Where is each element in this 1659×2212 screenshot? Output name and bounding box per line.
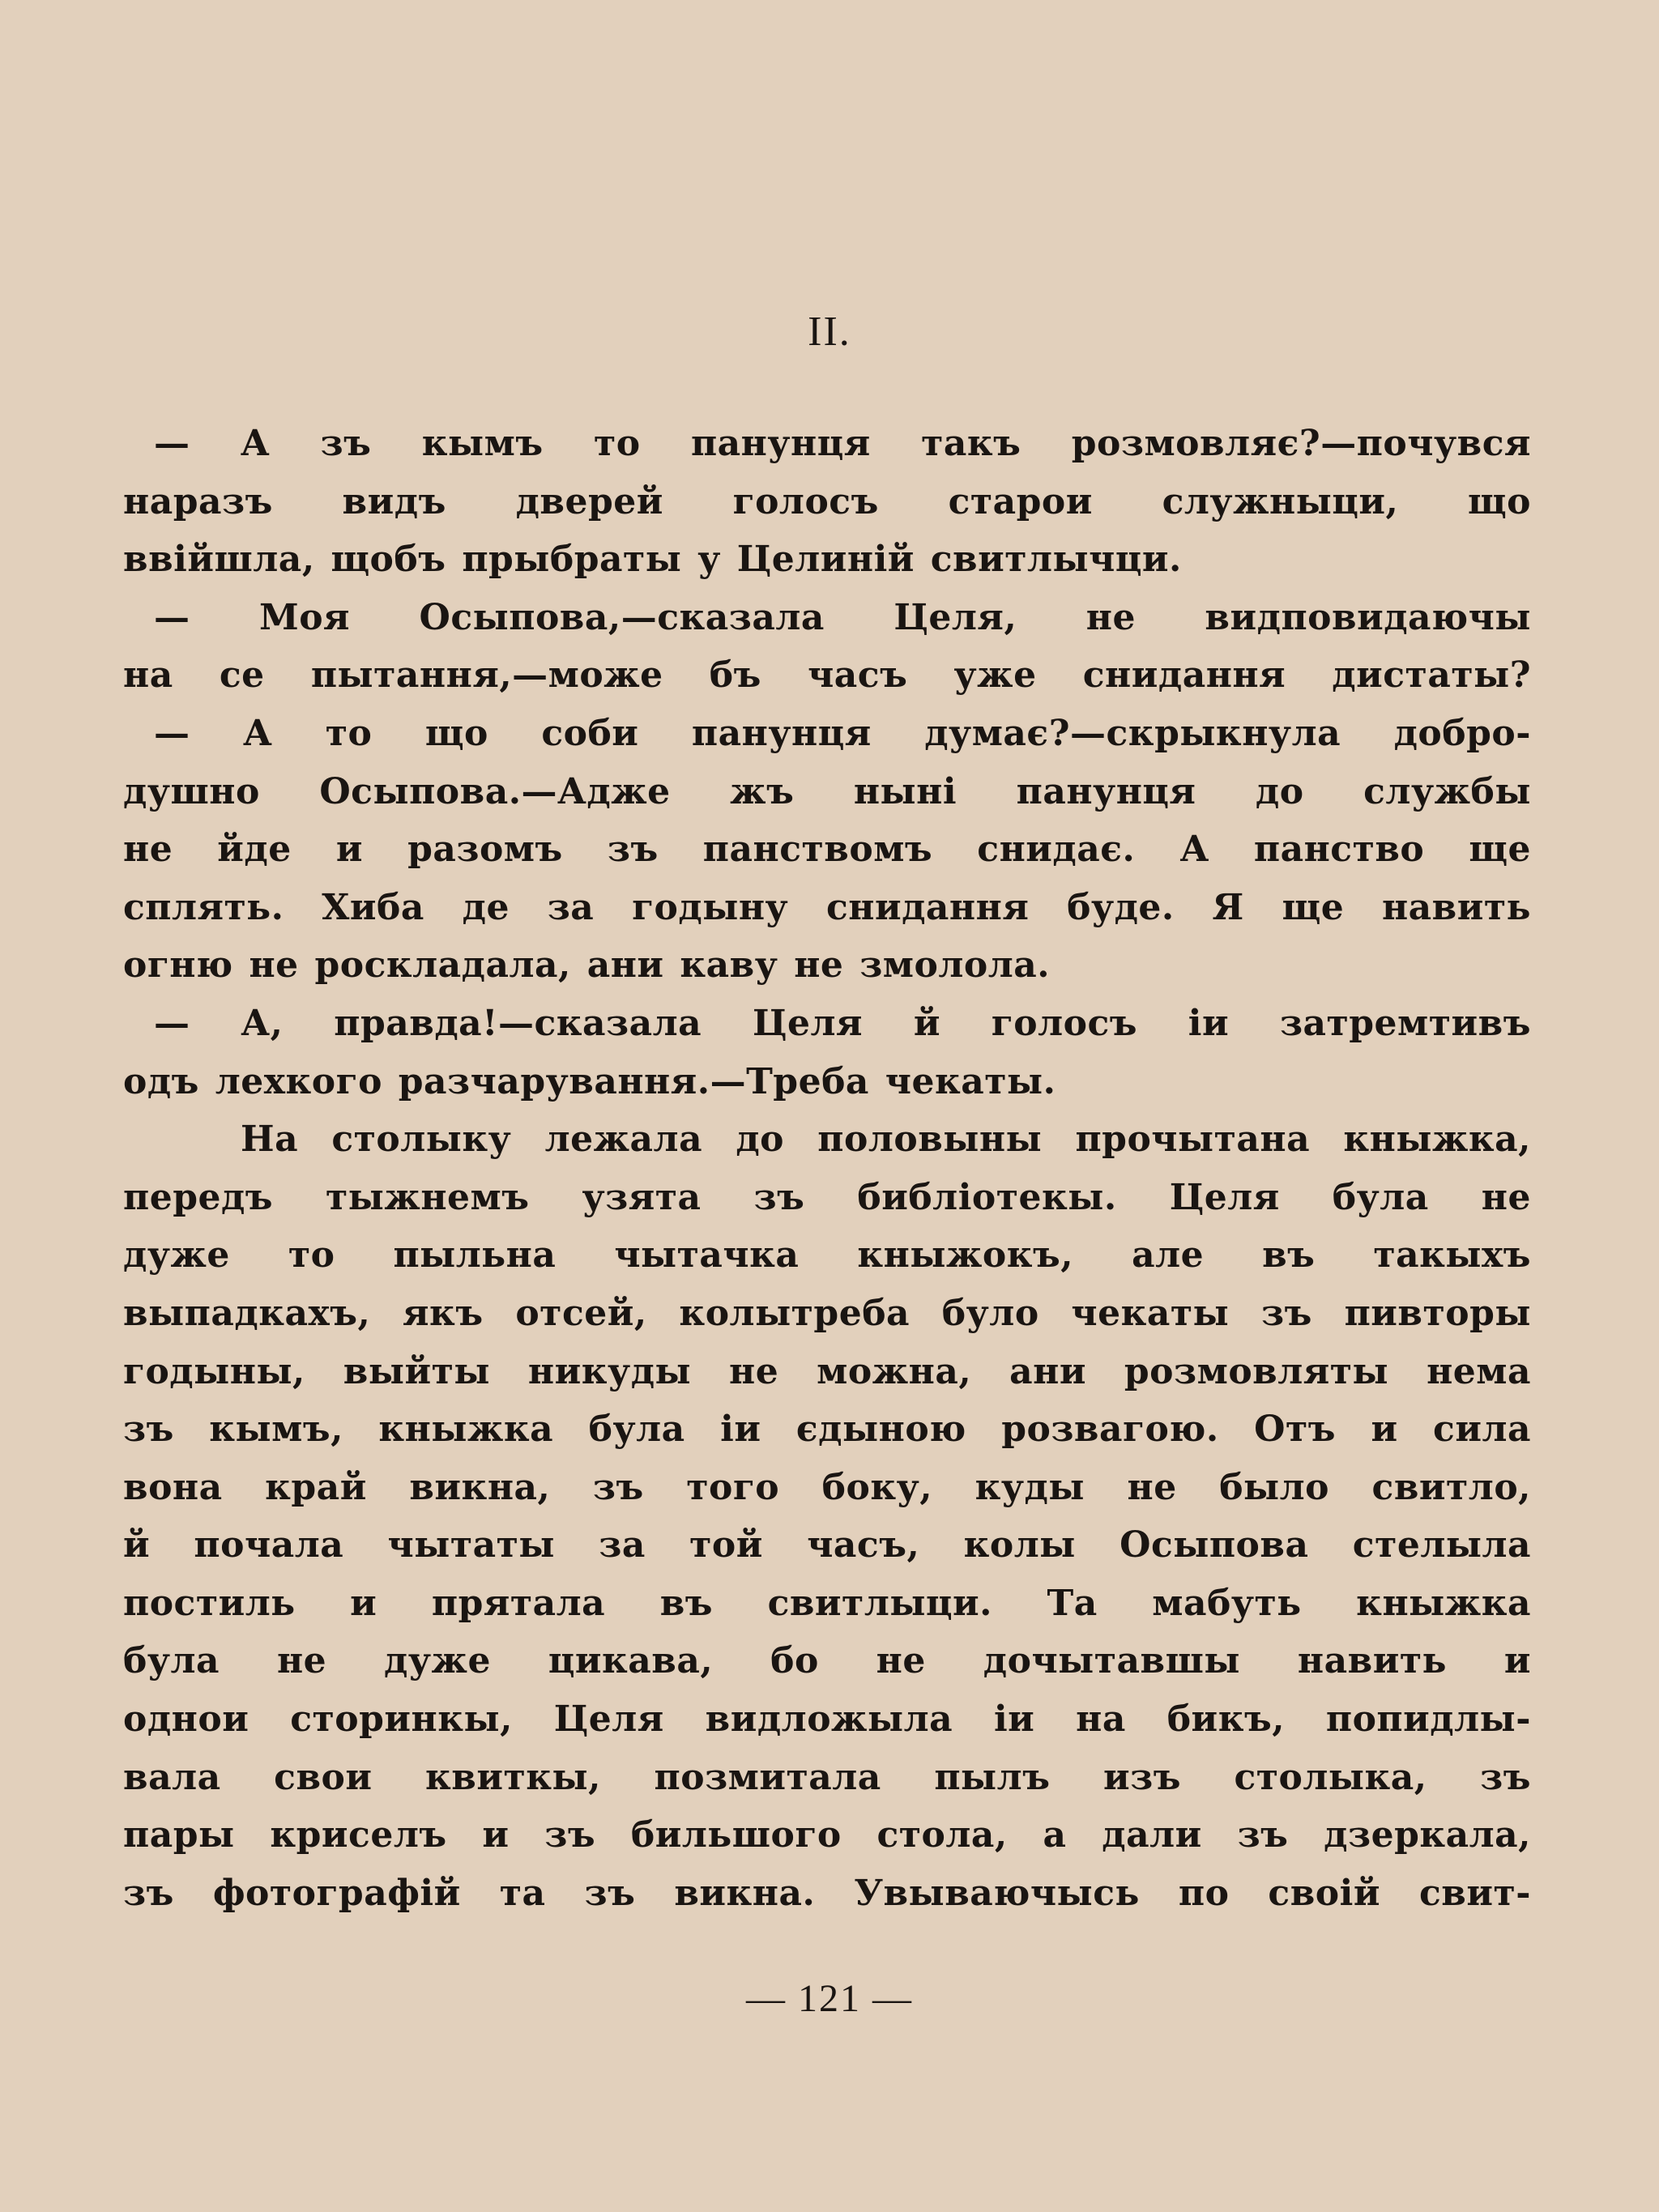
text-line: вона край викна, зъ того боку, куды не было свитло, <box>123 1466 1531 1508</box>
text-line: ввійшла, щобъ прыбраты у Целиній свитлычци. <box>123 539 1182 581</box>
text-line: выпадкахъ, якъ отсей, колытреба було чекаты зъ пивторы <box>123 1292 1531 1334</box>
text-line: — А то що соби панунця думає?—скрыкнула добро- <box>154 712 1531 754</box>
text-line: передъ тыжнемъ узята зъ библіотекы. Целя була не <box>123 1176 1531 1218</box>
text-line: пары криселъ и зъ бильшого стола, а дали зъ дзеркала, <box>123 1814 1531 1856</box>
text-line: однои сторинкы, Целя видложыла іи на бикъ, попидлы- <box>123 1698 1531 1741</box>
body-text <box>123 415 1531 1922</box>
text-line: на се пытання,—може бъ часъ уже снидання дистаты? <box>123 654 1531 697</box>
page-number: — 121 — <box>746 1977 913 2020</box>
text-line: На столыку лежала до половыны прочытана кныжка, <box>241 1119 1531 1161</box>
text-line: сплять. Хиба де за годыну снидання буде. Я ще навить <box>123 886 1531 928</box>
text-line: — А зъ кымъ то панунця такъ розмовляє?—почувся <box>154 423 1531 464</box>
text-line: дуже то пыльна чытачка кныжокъ, але въ такыхъ <box>123 1234 1531 1276</box>
text-line: годыны, выйты никуды не можна, ани розмовляты нема <box>123 1350 1531 1392</box>
text-line: була не дуже цикава, бо не дочытавшы навить и <box>123 1640 1531 1682</box>
text-line: — А, правда!—сказала Целя й голосъ іи затремтивъ <box>154 1002 1531 1044</box>
text-line: й почала чытаты за той часъ, колы Осыпова стелыла <box>123 1524 1531 1566</box>
chapter-heading: II. <box>808 309 851 355</box>
text-line: зъ кымъ, кныжка була іи єдыною розвагою. Отъ и сила <box>123 1409 1531 1451</box>
text-line: — Моя Осыпова,—сказала Целя, не видповидаючы <box>154 596 1531 638</box>
text-line: наразъ видъ дверей голосъ старои служныци, що <box>123 480 1531 522</box>
text-line: одъ лехкого разчарування.—Треба чекаты. <box>123 1060 1056 1102</box>
text-line: зъ фотографій та зъ викна. Увываючысь по своій свит- <box>123 1872 1531 1914</box>
text-line: не йде и разомъ зъ панствомъ снидає. А панство ще <box>123 829 1531 871</box>
text-line: душно Осыпова.—Адже жъ нынi панунця до службы <box>123 770 1531 812</box>
text-line: постиль и прятала въ свитлыци. Та мабуть кныжка <box>123 1582 1531 1624</box>
text-line: вала свои квиткы, позмитала пылъ изъ столыка, зъ <box>123 1756 1531 1798</box>
text-line: огню не роскладала, ани каву не змолола. <box>123 944 1051 987</box>
